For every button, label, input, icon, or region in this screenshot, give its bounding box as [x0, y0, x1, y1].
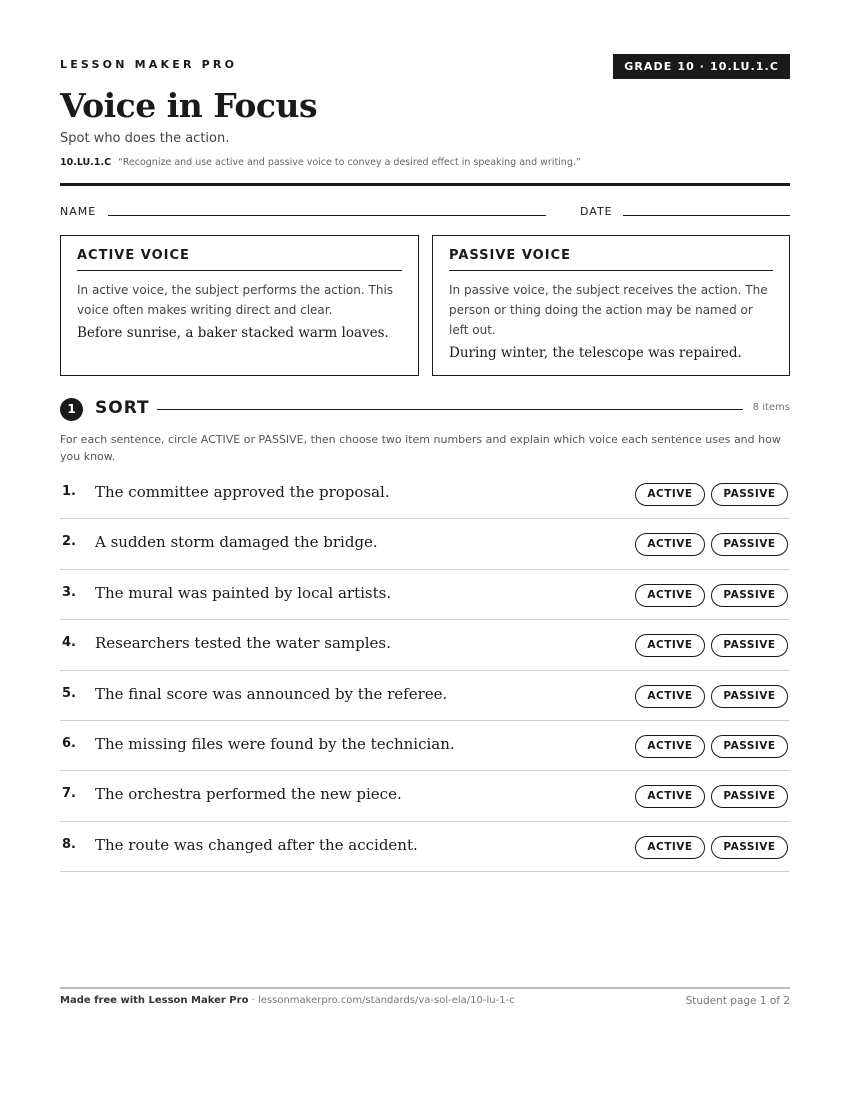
item-sentence: The mural was painted by local artists.	[95, 583, 392, 602]
page-title: Voice in Focus	[60, 86, 318, 125]
name-label: NAME	[60, 205, 97, 218]
section-item-count: 8 items	[752, 402, 790, 413]
sentence-item	[60, 519, 790, 569]
sentence-item	[60, 822, 790, 872]
item-number: 2.	[62, 534, 76, 550]
worksheet-page	[60, 0, 790, 1100]
item-sentence: The final score was announced by the referee.	[95, 684, 448, 703]
grade-badge: GRADE 10 · 10.LU.1.C	[613, 54, 790, 79]
item-number: 5.	[62, 685, 76, 701]
passive-choice-button[interactable]: PASSIVE	[711, 735, 788, 758]
active-voice-box	[60, 235, 419, 376]
item-sentence: Researchers tested the water samples.	[95, 634, 391, 653]
item-number: 6.	[62, 735, 76, 751]
passive-voice-box	[432, 235, 790, 376]
header-divider	[60, 183, 790, 186]
passive-voice-description: In passive voice, the subject receives the action. The person or thing doing the action may be named or left out.	[449, 283, 768, 337]
item-number: 8.	[62, 836, 76, 852]
passive-choice-button[interactable]: PASSIVE	[711, 634, 788, 657]
footer-divider	[60, 987, 790, 989]
sentence-item	[60, 570, 790, 620]
standard-text: “Recognize and use active and passive voice to convey a desired effect in speaking and writing.”	[118, 157, 581, 168]
passive-voice-title: PASSIVE VOICE	[449, 248, 773, 271]
section-title: SORT	[95, 398, 150, 418]
active-choice-button[interactable]: ACTIVE	[635, 533, 705, 556]
passive-choice-button[interactable]: PASSIVE	[711, 685, 788, 708]
date-label: DATE	[580, 205, 613, 218]
sentence-item	[60, 671, 790, 721]
footer-credit	[60, 995, 515, 1006]
name-field[interactable]	[108, 215, 546, 216]
item-sentence: The missing files were found by the technician.	[95, 734, 455, 753]
sentence-list	[60, 469, 790, 872]
active-choice-button[interactable]: ACTIVE	[635, 785, 705, 808]
section-instructions: For each sentence, circle ACTIVE or PASSIVE, then choose two item numbers and explain which voice each sentence uses and how you know.	[60, 433, 781, 463]
date-field[interactable]	[623, 215, 790, 216]
section-divider	[157, 409, 743, 410]
item-number: 1.	[62, 484, 76, 499]
active-voice-example: Before sunrise, a baker stacked warm loaves.	[77, 325, 389, 341]
sentence-item	[60, 721, 790, 771]
item-sentence: The committee approved the proposal.	[95, 483, 390, 501]
item-number: 4.	[62, 635, 76, 651]
page-subtitle: Spot who does the action.	[60, 131, 230, 146]
sentence-item	[60, 771, 790, 821]
item-number: 7.	[62, 786, 76, 802]
item-sentence: The orchestra performed the new piece.	[95, 785, 402, 804]
active-choice-button[interactable]: ACTIVE	[635, 634, 705, 657]
item-sentence: The route was changed after the accident.	[95, 835, 418, 854]
passive-choice-button[interactable]: PASSIVE	[711, 836, 788, 859]
footer-url[interactable]: · lessonmakerpro.com/standards/va-sol-ela/10-lu-1-c	[248, 995, 515, 1006]
section-number-badge: 1	[60, 398, 83, 421]
active-choice-button[interactable]: ACTIVE	[635, 483, 705, 506]
passive-choice-button[interactable]: PASSIVE	[711, 584, 788, 607]
active-voice-title: ACTIVE VOICE	[77, 248, 402, 271]
passive-choice-button[interactable]: PASSIVE	[711, 483, 788, 506]
active-choice-button[interactable]: ACTIVE	[635, 735, 705, 758]
footer-page-number: Student page 1 of 2	[685, 995, 790, 1007]
active-voice-description: In active voice, the subject performs the action. This voice often makes writing direct and clear.	[77, 283, 394, 317]
passive-voice-example: During winter, the telescope was repaired.	[449, 345, 742, 361]
footer-made-with: Made free with Lesson Maker Pro	[60, 995, 249, 1006]
sentence-item	[60, 469, 790, 519]
active-choice-button[interactable]: ACTIVE	[635, 836, 705, 859]
passive-choice-button[interactable]: PASSIVE	[711, 533, 788, 556]
active-choice-button[interactable]: ACTIVE	[635, 685, 705, 708]
item-sentence: A sudden storm damaged the bridge.	[95, 533, 378, 552]
brand-name: LESSON MAKER PRO	[60, 58, 238, 71]
active-choice-button[interactable]: ACTIVE	[635, 584, 705, 607]
standard-code: 10.LU.1.C	[60, 157, 112, 168]
sentence-item	[60, 620, 790, 670]
passive-choice-button[interactable]: PASSIVE	[711, 785, 788, 808]
standard-line	[60, 157, 581, 168]
item-number: 3.	[62, 584, 76, 600]
